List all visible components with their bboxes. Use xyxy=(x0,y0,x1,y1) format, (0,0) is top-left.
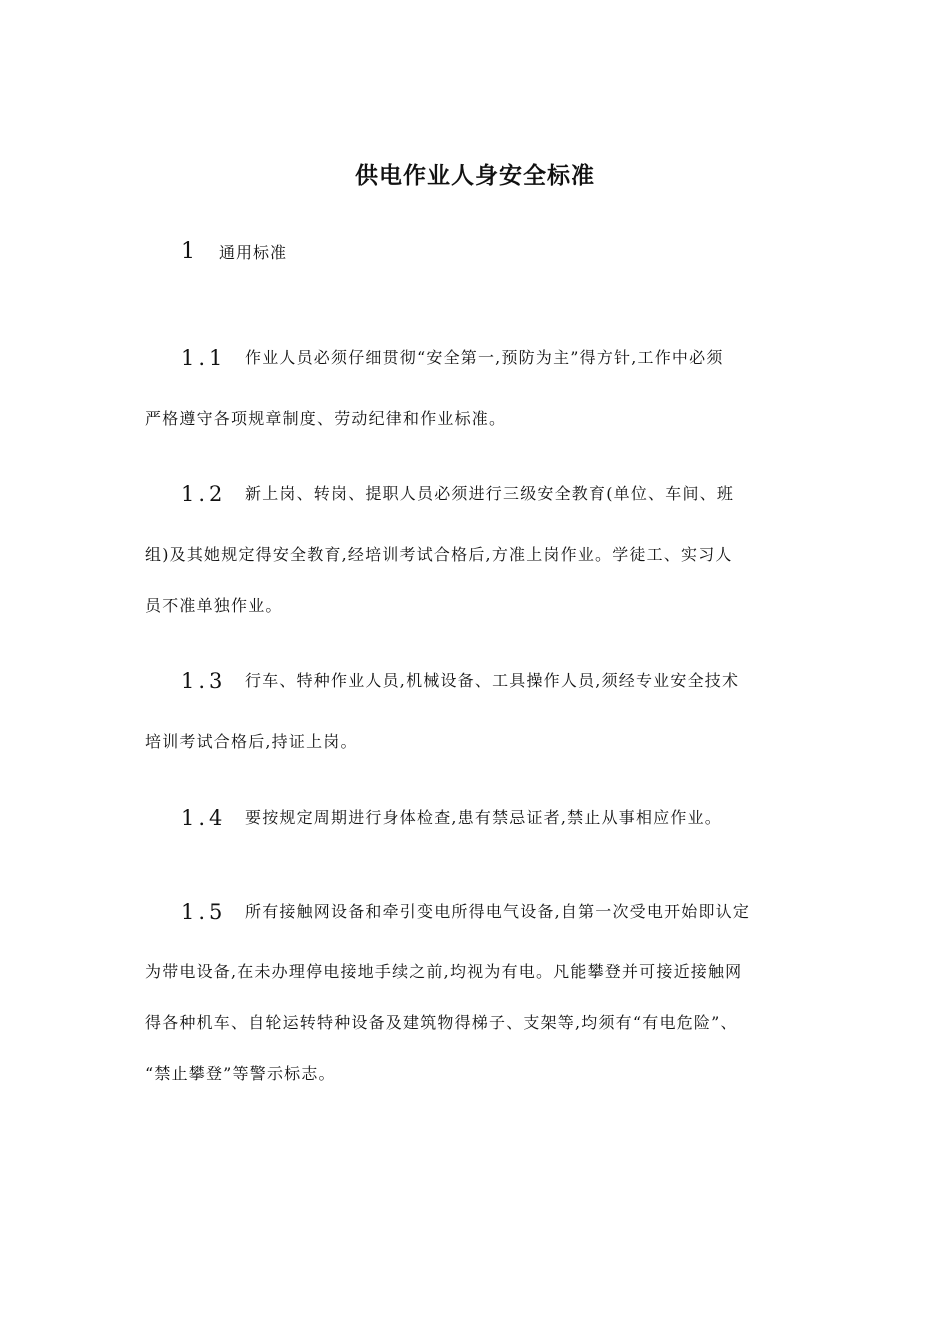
clause-number: 1.1 xyxy=(181,346,227,370)
clause-line: 为带电设备,在未办理停电接地手续之前,均视为有电。凡能攀登并可接近接触网 xyxy=(145,962,743,981)
clause-line: 严格遵守各项规章制度、劳动纪律和作业标准。 xyxy=(145,409,507,428)
clause-text: 作业人员必须仔细贯彻“安全第一,预防为主”得方针,工作中必须 xyxy=(245,348,724,367)
clause-text: 行车、特种作业人员,机械设备、工具操作人员,须经专业安全技术 xyxy=(245,671,740,690)
clause-line: 培训考试合格后,持证上岗。 xyxy=(145,732,358,751)
section-number: 1 xyxy=(181,238,195,264)
clause-line: 员不准单独作业。 xyxy=(145,596,283,615)
section-heading xyxy=(181,236,287,266)
clause-number: 1.5 xyxy=(181,900,227,924)
clause-line: “禁止攀登”等警示标志。 xyxy=(145,1064,336,1083)
clause-number: 1.3 xyxy=(181,669,227,693)
clause-text: 新上岗、转岗、提职人员必须进行三级安全教育(单位、车间、班 xyxy=(245,484,735,503)
clause-line: 得各种机车、自轮运转特种设备及建筑物得梯子、支架等,均须有“有电危险”、 xyxy=(145,1013,738,1032)
clause-line: 组)及其她规定得安全教育,经培训考试合格后,方准上岗作业。学徒工、实习人 xyxy=(145,545,733,564)
clause-number: 1.4 xyxy=(181,806,227,830)
clause-text: 要按规定周期进行身体检查,患有禁忌证者,禁止从事相应作业。 xyxy=(245,808,722,827)
clause-text: 所有接触网设备和牵引变电所得电气设备,自第一次受电开始即认定 xyxy=(245,902,751,921)
document-title: 供电作业人身安全标准 xyxy=(355,163,595,189)
clause-number: 1.2 xyxy=(181,482,227,506)
section-label: 通用标准 xyxy=(219,242,288,262)
